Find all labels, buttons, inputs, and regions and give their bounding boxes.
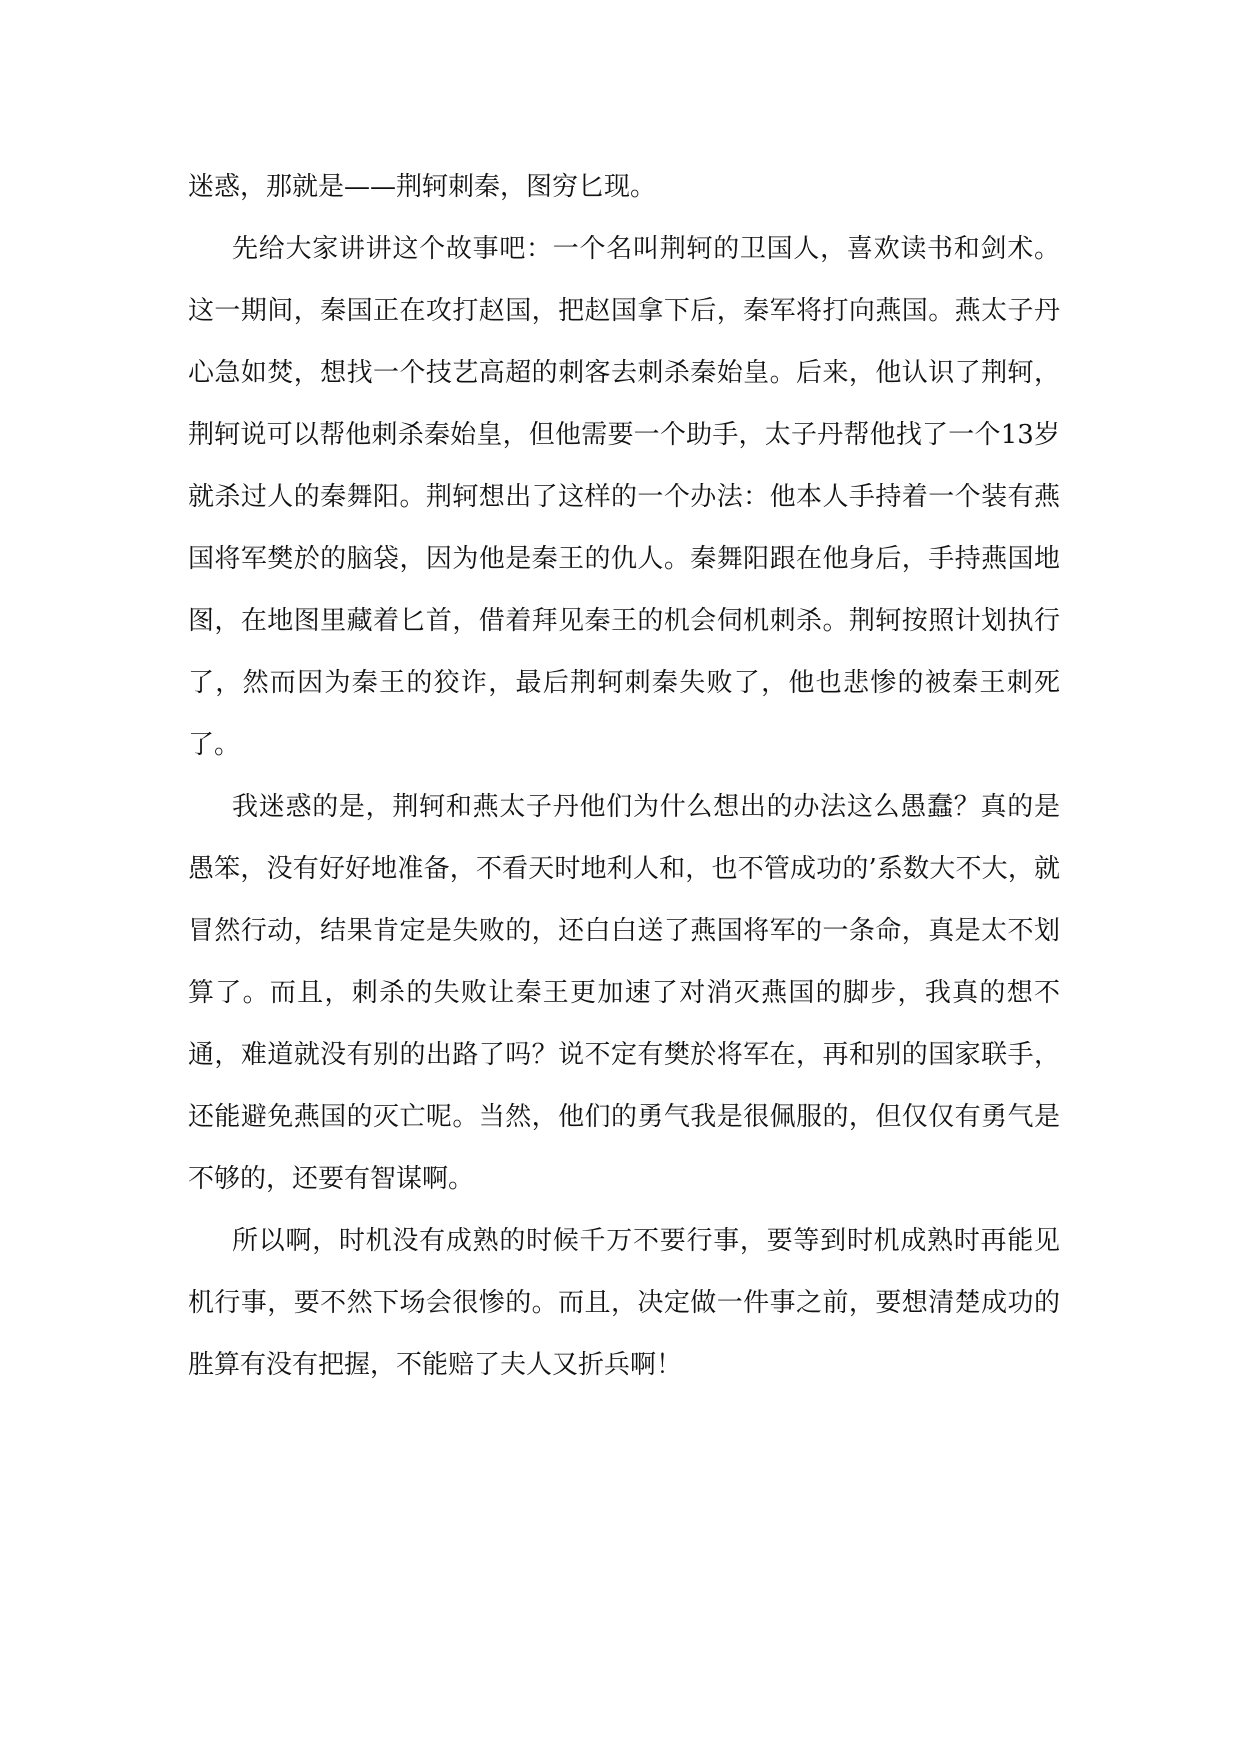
paragraph-4: 所以啊，时机没有成熟的时候千万不要行事，要等到时机成熟时再能见机行事，要不然下场会很惨的。而且，决定做一件事之前，要想清楚成功的胜算有没有把握，不能赔了夫人又折兵啊！ [188, 1226, 1060, 1380]
body-text [188, 156, 1060, 1396]
paragraph-1: 迷惑，那就是——荆轲刺秦，图穷匕现。 [188, 172, 657, 202]
paragraph-2: 先给大家讲讲这个故事吧：一个名叫荆轲的卫国人，喜欢读书和剑术。这一期间，秦国正在攻打赵国，把赵国拿下后，秦军将打向燕国。燕太子丹心急如焚，想找一个技艺高超的刺客去刺杀秦始皇。后来，他认识了荆轲，荆轲说可以帮他刺杀秦始皇，但他需要一个助手，太子丹帮他找了一个13岁就杀过人的秦舞阳。荆轲想出了这样的一个办法：他本人手持着一个装有燕国将军樊於的脑袋，因为他是秦王的仇人。秦舞阳跟在他身后，手持燕国地图，在地图里藏着匕首，借着拜见秦王的机会伺机刺杀。荆轲按照计划执行了，然而因为秦王的狡诈，最后荆轲刺秦失败了，他也悲惨的被秦王刺死了。 [188, 234, 1060, 760]
paragraph-3: 我迷惑的是，荆轲和燕太子丹他们为什么想出的办法这么愚蠢？真的是愚笨，没有好好地准备，不看天时地利人和，也不管成功的’系数大不大，就冒然行动，结果肯定是失败的，还白白送了燕国将军的一条命，真是太不划算了。而且，刺杀的失败让秦王更加速了对消灭燕国的脚步，我真的想不通，难道就没有别的出路了吗？说不定有樊於将军在，再和别的国家联手，还能避免燕国的灭亡呢。当然，他们的勇气我是很佩服的，但仅仅有勇气是不够的，还要有智谋啊。 [188, 792, 1060, 1194]
